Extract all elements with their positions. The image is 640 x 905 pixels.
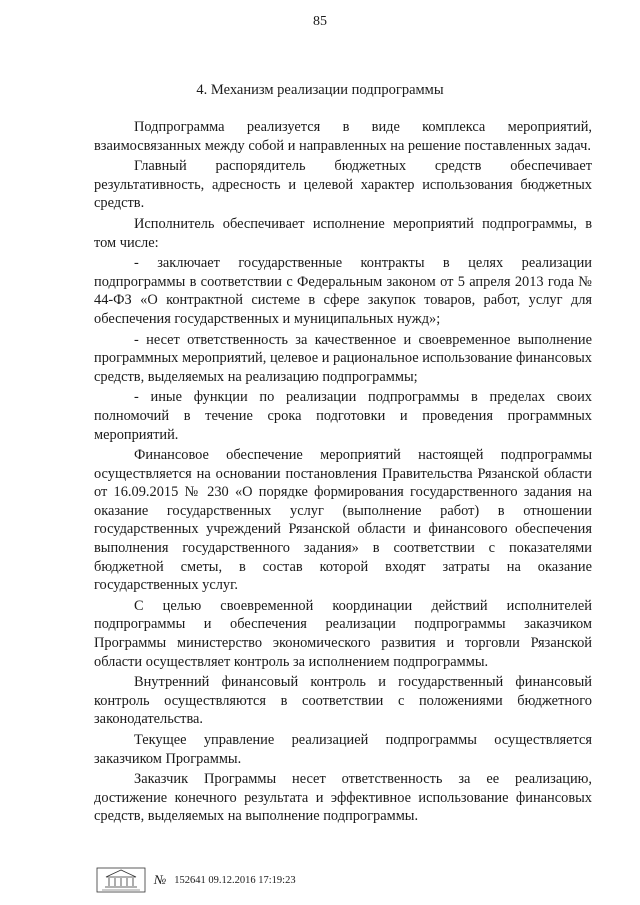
document-body: [94, 118, 592, 828]
paragraph-financing: Финансовое обеспечение мероприятий настоящей подпрограммы осуществляется на основании постановления Правительства Рязанской области от 16.09.2015 № 230 «О порядке формирования государственного задания на оказание государственных услуг (выполнение работ) в отношении государственных учреждений Рязанской области и финансового обеспечения выполнения государственного задания» в соответствии с показателями бюджетной сметы, в состав которой входят затраты на оказание государственных услуг.: [94, 447, 592, 594]
list-item-responsibility: - несет ответственность за качественное и своевременное выполнение программных мероприятий, целевое и рациональное использование финансовых средств, выделяемых на реализацию подпрограммы;: [94, 331, 592, 385]
paragraph-management: Текущее управление реализацией подпрограммы осуществляется заказчиком Программы.: [94, 732, 592, 767]
paragraph-coordination: С целью своевременной координации действий исполнителей подпрограммы и обеспечения реализации подпрограммы заказчиком Программы министерство экономического развития и торговли Рязанской области осуществляет контроль за исполнением подпрограммы.: [94, 597, 592, 670]
paragraph-2: Главный распорядитель бюджетных средств обеспечивает результативность, адресность и целевой характер использования бюджетных средств.: [94, 158, 592, 212]
section-title: 4. Механизм реализации подпрограммы: [196, 82, 444, 98]
paragraph-1: Подпрограмма реализуется в виде комплекса мероприятий, взаимосвязанных между собой и направленных на решение поставленных задач.: [94, 119, 592, 154]
number-sign: №: [154, 872, 167, 887]
page-number: 85: [313, 14, 327, 29]
stamp-text: 152641 09.12.2016 17:19:23: [174, 874, 296, 886]
paragraph-control: Внутренний финансовый контроль и государственный финансовый контроль осуществляются в соответствии с положениями бюджетного законодательства.: [94, 674, 592, 728]
paragraph-3: Исполнитель обеспечивает исполнение мероприятий подпрограммы, в том числе:: [94, 215, 592, 251]
list-item-contracts: - заключает государственные контракты в целях реализации подпрограммы в соответствии с Федеральным законом от 5 апреля 2013 года № 44-ФЗ «О контрактной системе в сфере закупок товаров, работ, услуг для обеспечения государственных и муниципальных нужд»;: [94, 255, 592, 327]
list-item-other-functions: - иные функции по реализации подпрограммы в пределах своих полномочий в течение срока подготовки и проведения программных мероприятий.: [94, 389, 592, 443]
document-stamp-footer: [96, 867, 296, 893]
paragraph-customer: Заказчик Программы несет ответственность за ее реализацию, достижение конечного результата и эффективное использование финансовых средств, выделяемых на выполнение подпрограммы.: [94, 771, 592, 825]
government-building-icon: [96, 867, 146, 893]
